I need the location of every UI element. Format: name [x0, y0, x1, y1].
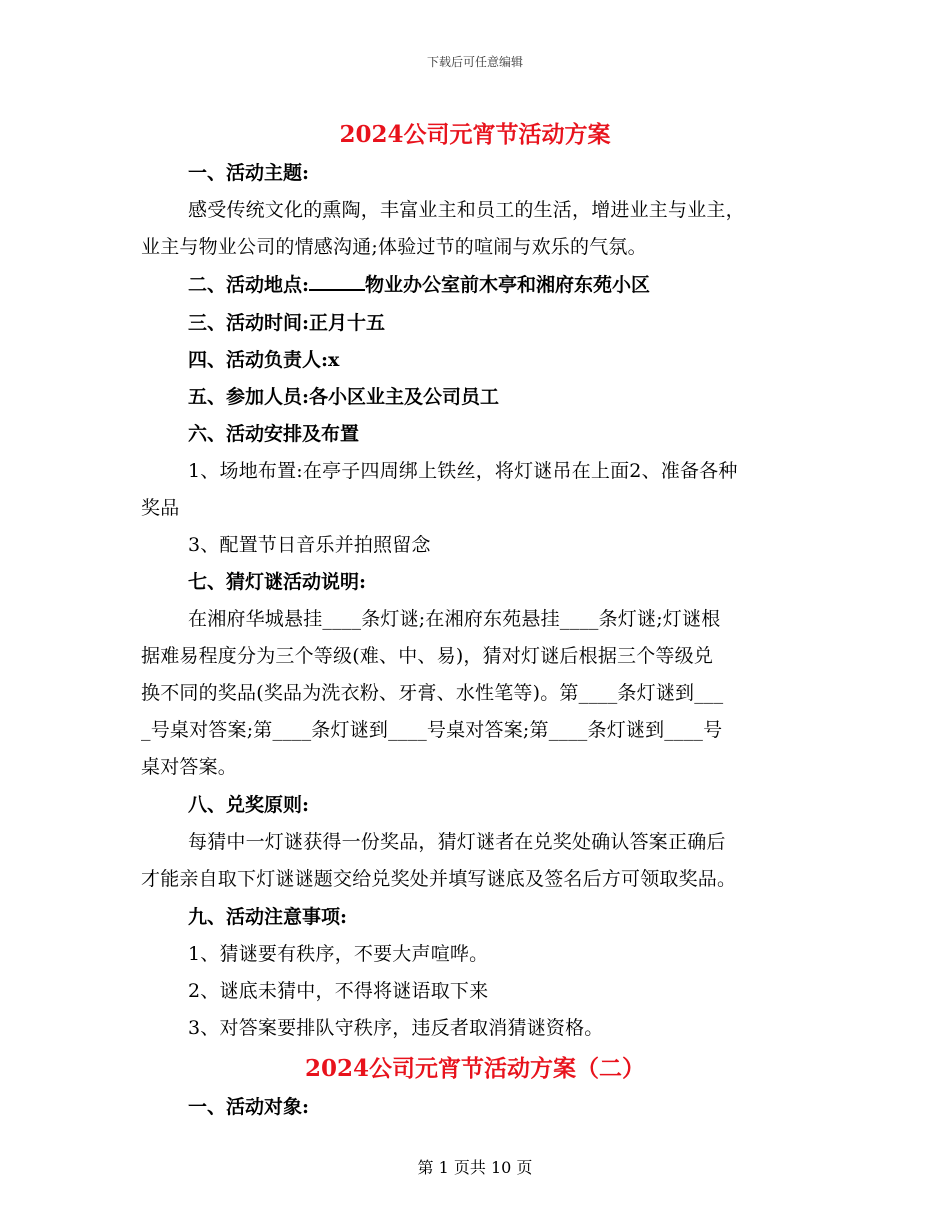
section-5-heading: 五、参加人员:各小区业主及公司员工: [188, 386, 500, 408]
section-2-value: 物业办公室前木亭和湘府东苑小区: [365, 274, 651, 296]
section-7-heading: 七、猜灯谜活动说明:: [188, 571, 367, 593]
page-footer: 第 1 页共 10 页: [417, 1158, 533, 1177]
section-6-line-1: 1、场地布置:在亭子四周绑上铁丝，将灯谜吊在上面2、准备各种: [188, 460, 738, 482]
section-1-line-2: 业主与物业公司的情感沟通;体验过节的喧闹与欢乐的气氛。: [141, 236, 647, 258]
blank-underline: [309, 271, 365, 291]
section-7-line-2: 据难易程度分为三个等级(难、中、易)，猜对灯谜后根据三个等级兑: [141, 645, 714, 667]
section-8-line-2: 才能亲自取下灯谜谜题交给兑奖处并填写谜底及签名后方可领取奖品。: [141, 868, 737, 890]
section-9-line-2: 2、谜底未猜中，不得将谜语取下来: [188, 980, 489, 1002]
part-2-section-1-heading: 一、活动对象:: [188, 1096, 310, 1118]
document-title-2: 2024公司元宵节活动方案（二）: [304, 1055, 645, 1082]
section-8-heading: 八、兑奖原则:: [188, 794, 310, 816]
page-header: 下载后可任意编辑: [426, 55, 523, 69]
section-8-line-1: 每猜中一灯谜获得一份奖品，猜灯谜者在兑奖处确认答案正确后: [188, 831, 726, 853]
section-6-heading: 六、活动安排及布置: [188, 423, 360, 445]
section-9-line-1: 1、猜谜要有秩序，不要大声喧哗。: [188, 943, 489, 965]
section-7-line-4: _号桌对答案;第____条灯谜到____号桌对答案;第____条灯谜到____号: [141, 719, 723, 741]
section-6-line-3: 3、配置节日音乐并拍照留念: [188, 534, 431, 556]
section-7-line-1: 在湘府华城悬挂____条灯谜;在湘府东苑悬挂____条灯谜;灯谜根: [188, 608, 721, 630]
section-6-line-2: 奖品: [141, 497, 180, 519]
section-2-label: 二、活动地点:: [188, 274, 310, 296]
document-title: 2024公司元宵节活动方案: [339, 121, 611, 148]
section-7-line-5: 桌对答案。: [141, 756, 238, 778]
section-9-line-3: 3、对答案要排队守秩序，违反者取消猜谜资格。: [188, 1017, 604, 1039]
section-9-heading: 九、活动注意事项:: [188, 906, 348, 928]
section-1-line-1: 感受传统文化的熏陶，丰富业主和员工的生活，增进业主与业主，: [188, 199, 745, 221]
section-4-heading: 四、活动负责人:x: [188, 349, 340, 371]
section-7-line-3: 换不同的奖品(奖品为洗衣粉、牙膏、水性笔等)。第____条灯谜到___: [141, 682, 724, 704]
section-3-heading: 三、活动时间:正月十五: [188, 312, 386, 334]
section-1-heading: 一、活动主题:: [188, 162, 310, 184]
section-2-heading: [188, 270, 650, 297]
